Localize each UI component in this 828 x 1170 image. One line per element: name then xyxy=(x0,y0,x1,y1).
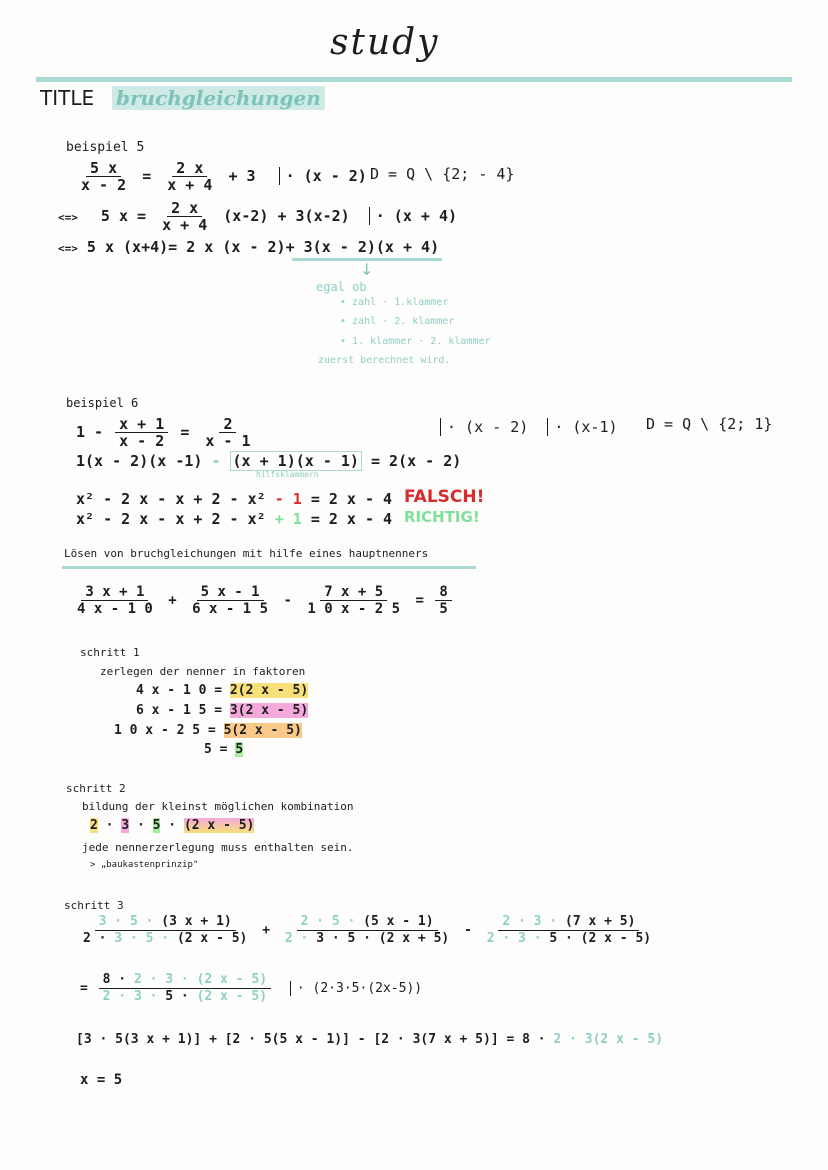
b5-l1-rest: + 3 xyxy=(228,167,256,185)
s2-combo-5: 5 xyxy=(152,818,161,833)
b6-line3 xyxy=(76,490,392,508)
s3-f1-n: (3 x + 1) xyxy=(161,914,232,929)
s2-heading: schritt 2 xyxy=(66,782,126,795)
b5-l3-arrow: <=> xyxy=(58,242,78,255)
b6-l3-op: - 1 xyxy=(274,490,302,508)
s1-row-1-result: 2(2 x - 5) xyxy=(229,683,309,698)
s1-row-2: 6 x - 1 5 = 3(2 x - 5) xyxy=(136,703,309,718)
b5-l1-d2: x + 4 xyxy=(167,176,213,194)
s1-row-4-result: 5 xyxy=(235,742,244,757)
s2-combo-3: 3 xyxy=(121,818,130,833)
s3-line3 xyxy=(76,1032,663,1047)
s1-row-3-result: 5(2 x - 5) xyxy=(223,723,302,738)
s3-l3-rhs: = 8 · xyxy=(506,1032,546,1047)
b6-l1-n2: 2 xyxy=(219,416,236,433)
s3-f2-d-gray: 2 · xyxy=(284,931,309,946)
b5-l1-eq: = xyxy=(142,167,152,185)
b6-mults xyxy=(440,418,618,436)
s3-heading: schritt 3 xyxy=(64,899,124,912)
b6-l1-d1: x - 2 xyxy=(119,432,165,450)
s3-f3-n: (7 x + 5) xyxy=(565,914,636,929)
b5-heading: beispiel 5 xyxy=(66,140,145,155)
b6-l3-b: = 2 x - 4 xyxy=(310,490,393,508)
subject-title: bruchgleichungen xyxy=(112,86,325,110)
hn-op1: + xyxy=(168,592,177,609)
s3-l3-rhs-gray: 2 · 3(2 x - 5) xyxy=(553,1032,664,1047)
s3-l2-d-gray-b: (2 x - 5) xyxy=(196,989,268,1004)
b6-l2-minus: - xyxy=(211,452,221,470)
b5-l1-mult: · (x - 2) xyxy=(279,167,367,185)
b6-line4 xyxy=(76,510,392,528)
s3-op2: - xyxy=(464,923,472,938)
b6-l2-c: = 2(x - 2) xyxy=(371,452,462,470)
s1-intro: zerlegen der nenner in faktoren xyxy=(100,665,306,678)
b5-l2-mult: · (x + 4) xyxy=(369,207,457,225)
s3-l3-op1: + xyxy=(209,1032,217,1047)
s3-f1-d-a: 2 · xyxy=(83,931,107,946)
b5-line1 xyxy=(74,160,367,193)
b5-l2-arrow: <=> xyxy=(58,211,78,224)
s3-f1-n-gray: 3 · 5 · xyxy=(98,914,154,929)
s2-combo-term: (2 x - 5) xyxy=(183,818,255,833)
hn-f4-n: 8 xyxy=(435,584,451,601)
s2-combo-2: 2 xyxy=(90,818,98,833)
b6-line2 xyxy=(76,452,461,470)
b5-l2-rest: (x-2) + 3(x-2) xyxy=(223,207,350,225)
s3-line2 xyxy=(80,972,422,1005)
b5-line2 xyxy=(58,200,457,233)
b5-l2-lhs: 5 x = xyxy=(100,207,147,225)
hn-f4-d: 5 xyxy=(439,601,448,617)
falsch-label: FALSCH! xyxy=(404,487,485,507)
s3-l2-d-gray-a: 2 · 3 · xyxy=(102,989,158,1004)
hn-equation xyxy=(70,584,455,617)
header-divider xyxy=(36,77,792,82)
b5-l2-d: x + 4 xyxy=(162,216,208,234)
b6-line1 xyxy=(76,416,258,449)
hn-op3: = xyxy=(415,592,424,609)
b6-l1-d2: x - 1 xyxy=(205,432,251,450)
s3-l2-mult: · (2·3·5·(2x-5)) xyxy=(290,981,422,996)
s3-l3-c: [2 · 3(7 x + 5)] xyxy=(373,1032,499,1047)
s3-l3-op2: - xyxy=(357,1032,366,1047)
s2-bullet: > „baukastenprinzip" xyxy=(90,860,199,870)
s1-row-3: 1 0 x - 2 5 = 5(2 x - 5) xyxy=(114,723,302,738)
s3-f3-d-gray: 2 · 3 · xyxy=(486,931,542,946)
hn-underline xyxy=(62,566,476,569)
b6-l1-eq: = xyxy=(180,423,190,441)
hn-f2-n: 5 x - 1 xyxy=(197,584,264,601)
b5-l1-d1: x - 2 xyxy=(81,176,127,194)
b6-l3-a: x² - 2 x - x + 2 - x² xyxy=(76,490,266,508)
s1-row-1: 4 x - 1 0 = 2(2 x - 5) xyxy=(136,683,309,698)
s2-rule: jede nennerzerlegung muss enthalten sein. xyxy=(82,841,354,854)
b5-l1-n1: 5 x xyxy=(86,160,121,177)
b6-l2-note: hilfsklammern xyxy=(256,470,319,479)
s3-f1-d-gray: 3 · 5 · xyxy=(114,931,170,946)
s3-f2-d: 3 · 5 · (2 x + 5) xyxy=(316,931,450,946)
b5-note-item-3: • 1. klammer · 2. klammer xyxy=(340,336,491,347)
s1-heading: schritt 1 xyxy=(80,646,140,659)
s3-op1: + xyxy=(262,923,271,938)
b5-l1-n2: 2 x xyxy=(172,160,207,177)
s3-l2-eq: = xyxy=(80,981,88,996)
s3-f3-n-gray: 2 · 3 · xyxy=(502,914,558,929)
b6-l1-mult1: · (x - 2) xyxy=(440,418,528,436)
page-title: study xyxy=(330,22,440,63)
b6-l4-a: x² - 2 x - x + 2 - x² xyxy=(76,510,266,528)
s3-f2-n-gray: 2 · 5 · xyxy=(300,914,356,929)
s3-f3-d: 5 · (2 x - 5) xyxy=(549,931,652,946)
b5-note-item-1: • zahl · 1.klammer xyxy=(340,297,449,308)
b5-note-tail: zuerst berechnet wird. xyxy=(318,355,451,366)
richtig-label: RICHTIG! xyxy=(404,508,480,526)
b6-l1-mult2: · (x-1) xyxy=(547,418,617,436)
hn-op2: - xyxy=(283,592,292,609)
s3-line1 xyxy=(76,914,658,947)
s3-l3-a: [3 · 5(3 x + 1)] xyxy=(76,1032,202,1047)
s3-f2-n: (5 x - 1) xyxy=(363,914,434,929)
final-result: x = 5 xyxy=(80,1072,123,1088)
hn-f2-d: 6 x - 1 5 xyxy=(192,601,269,617)
title-label: TITLE xyxy=(40,86,95,110)
b6-l2-b: (x + 1)(x - 1) xyxy=(230,451,362,471)
b6-l4-b: = 2 x - 4 xyxy=(310,510,393,528)
s3-f1-d: (2 x - 5) xyxy=(176,931,248,946)
b6-l1-pre: 1 - xyxy=(76,423,104,441)
b6-l2-a: 1(x - 2)(x -1) xyxy=(76,452,203,470)
b6-heading: beispiel 6 xyxy=(66,396,139,410)
b5-l3: 5 x (x+4)= 2 x (x - 2)+ 3(x - 2)(x + 4) xyxy=(86,238,440,256)
s2-intro: bildung der kleinst möglichen kombination xyxy=(82,800,354,813)
b5-domain: D = Q \ {2; - 4} xyxy=(370,165,515,183)
b5-note-item-2: • zahl · 2. klammer xyxy=(340,316,455,327)
s3-l2-n-a: 8 · xyxy=(102,972,127,987)
hn-heading: Lösen von bruchgleichungen mit hilfe eines hauptnenners xyxy=(64,547,429,560)
b6-l1-n1: x + 1 xyxy=(115,416,168,433)
s3-l2-n-gray: 2 · 3 · (2 x - 5) xyxy=(133,972,268,987)
s2-combo: 2 · 3 · 5 · (2 x - 5) xyxy=(90,818,255,833)
s3-l2-d-b: 5 · xyxy=(165,989,189,1004)
hn-f3-d: 1 0 x - 2 5 xyxy=(307,601,401,617)
s1-row-2-result: 3(2 x - 5) xyxy=(229,703,309,718)
hn-f3-n: 7 x + 5 xyxy=(320,584,387,601)
b5-l2-n: 2 x xyxy=(167,200,202,217)
b6-domain: D = Q \ {2; 1} xyxy=(646,415,773,433)
hn-f1-d: 4 x - 1 0 xyxy=(77,601,153,617)
down-arrow-icon: ↓ xyxy=(360,260,374,279)
s3-l3-b: [2 · 5(5 x - 1)] xyxy=(224,1032,350,1047)
b6-l4-op: + 1 xyxy=(274,510,302,528)
b5-note-head: egal ob xyxy=(316,280,367,294)
b5-line3 xyxy=(58,238,439,256)
hn-f1-n: 3 x + 1 xyxy=(81,584,148,601)
s1-row-4: 5 = 5 xyxy=(204,742,244,757)
